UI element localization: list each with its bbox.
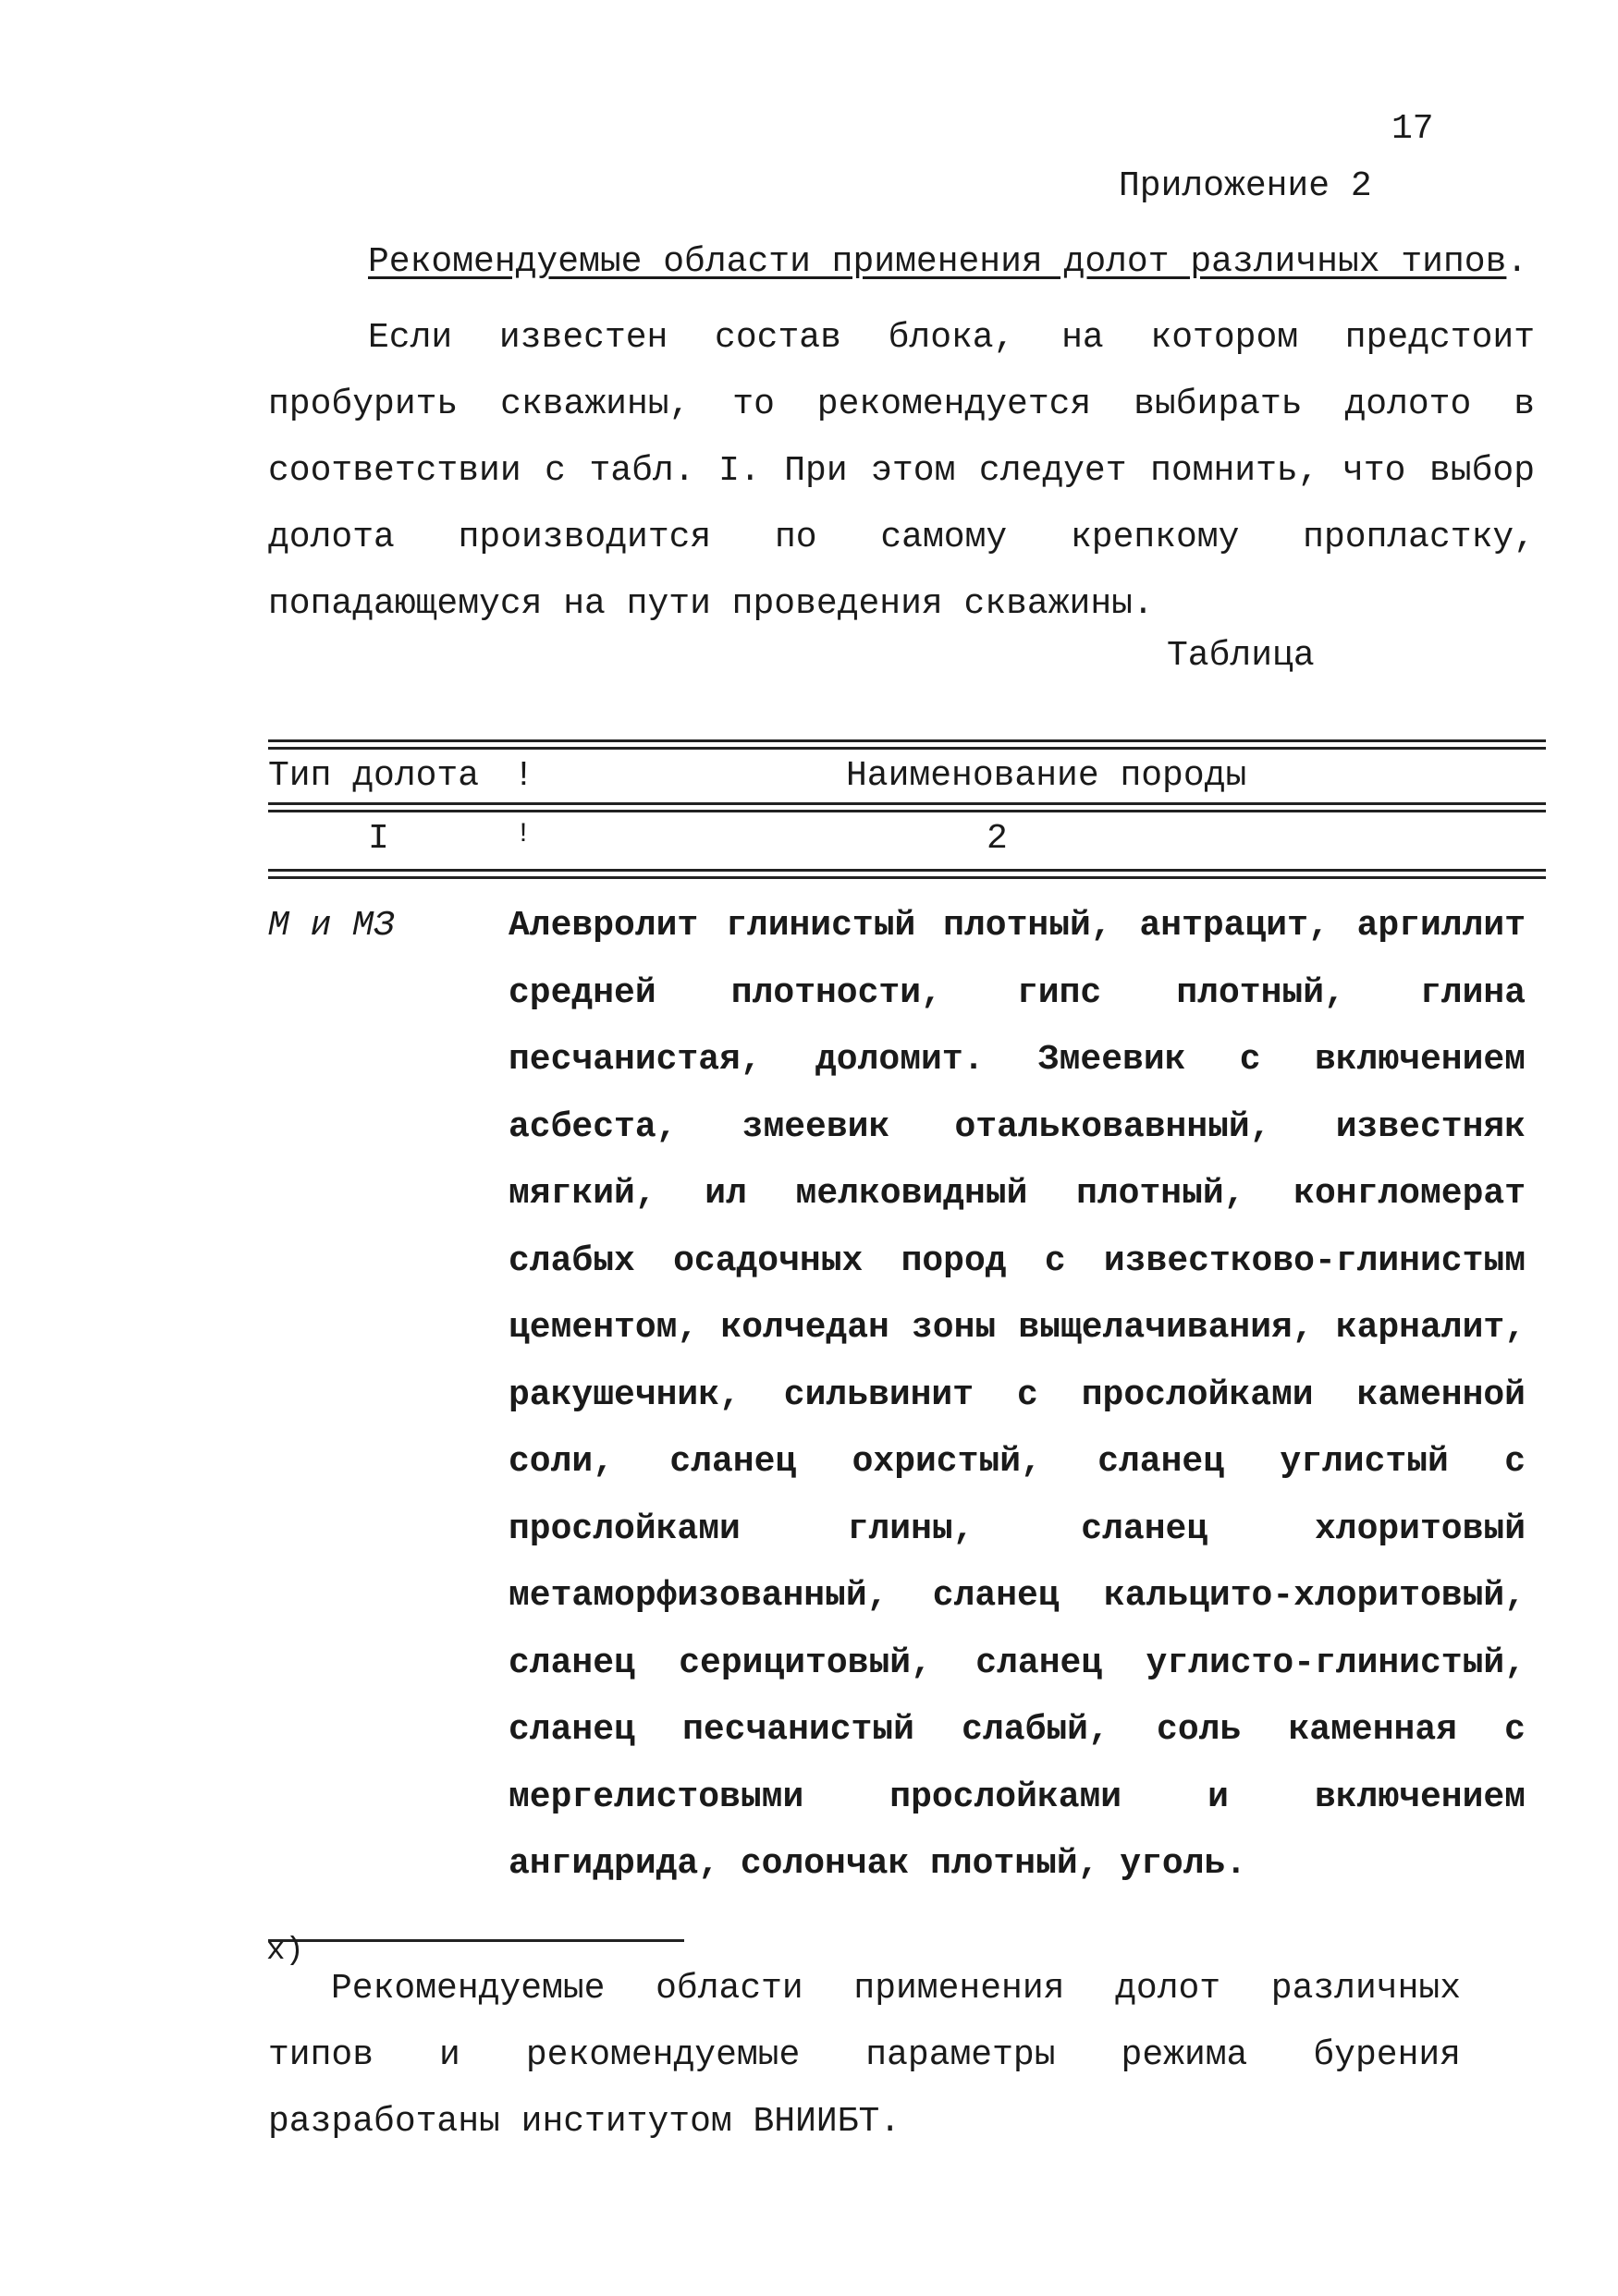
header-separator: ! [513,756,534,796]
section-heading [368,242,1527,282]
footnote-text: Рекомендуемые области применения долот различных типов и рекомендуемые параметры режима бурения разработаны институтом ВНИИБТ. [268,1969,1461,2142]
heading-text: Рекомендуемые области применения долот различных типов [368,242,1507,282]
row-bit-type: М и МЗ [268,906,395,946]
header-bit-type: Тип долота [268,756,480,796]
column-number-1: I [368,819,389,859]
header-rule-double [268,810,1546,812]
row-rock-description: Алевролит глинистый плотный, антрацит, аргиллит средней плотности, гипс плотный, глина песчанистая, доломит. Змеевик с включением асбеста, змеевик отальковавнный, известняк мягкий, ил мелковидный плотный, конгломерат слабых осадочных пород с известково-глинистым цементом, колчедан зоны выщелачивания, карналит, ракушечник, сильвинит с прослойками каменной соли, сланец охристый, сланец углистый с прослойками глины, сланец хлоритовый метаморфизованный, сланец кальцито-хлоритовый, сланец серицитовый, сланец углисто-глинистый, сланец песчанистый слабый, соль каменная с мергелистовыми прослойками и включением ангидрида, солончак плотный, уголь. [509,906,1526,1884]
table-top-rule [268,739,1546,742]
footnote-marker: x) [266,1934,304,1969]
heading-period: . [1506,242,1528,282]
page-number: 17 [1391,109,1434,149]
column-number-2: 2 [987,819,1008,859]
column-number-separator: ! [515,819,533,850]
footnote-rule [268,1939,684,1942]
numbers-rule [268,869,1546,872]
intro-paragraph: Если известен состав блока, на котором предстоит пробурить скважины, то рекомендуется выбирать долото в соответствии с табл. I. При этом следует помнить, что выбор долота производится по самому крепкому пропластку, попадающемуся на пути проведения скважины. [268,318,1535,624]
numbers-rule-double [268,876,1546,879]
header-rock-name: Наименование породы [846,756,1247,796]
appendix-label: Приложение 2 [1119,166,1372,206]
table-caption: Таблица [1167,636,1315,676]
header-rule [268,802,1546,805]
table-top-rule-double [268,747,1546,750]
